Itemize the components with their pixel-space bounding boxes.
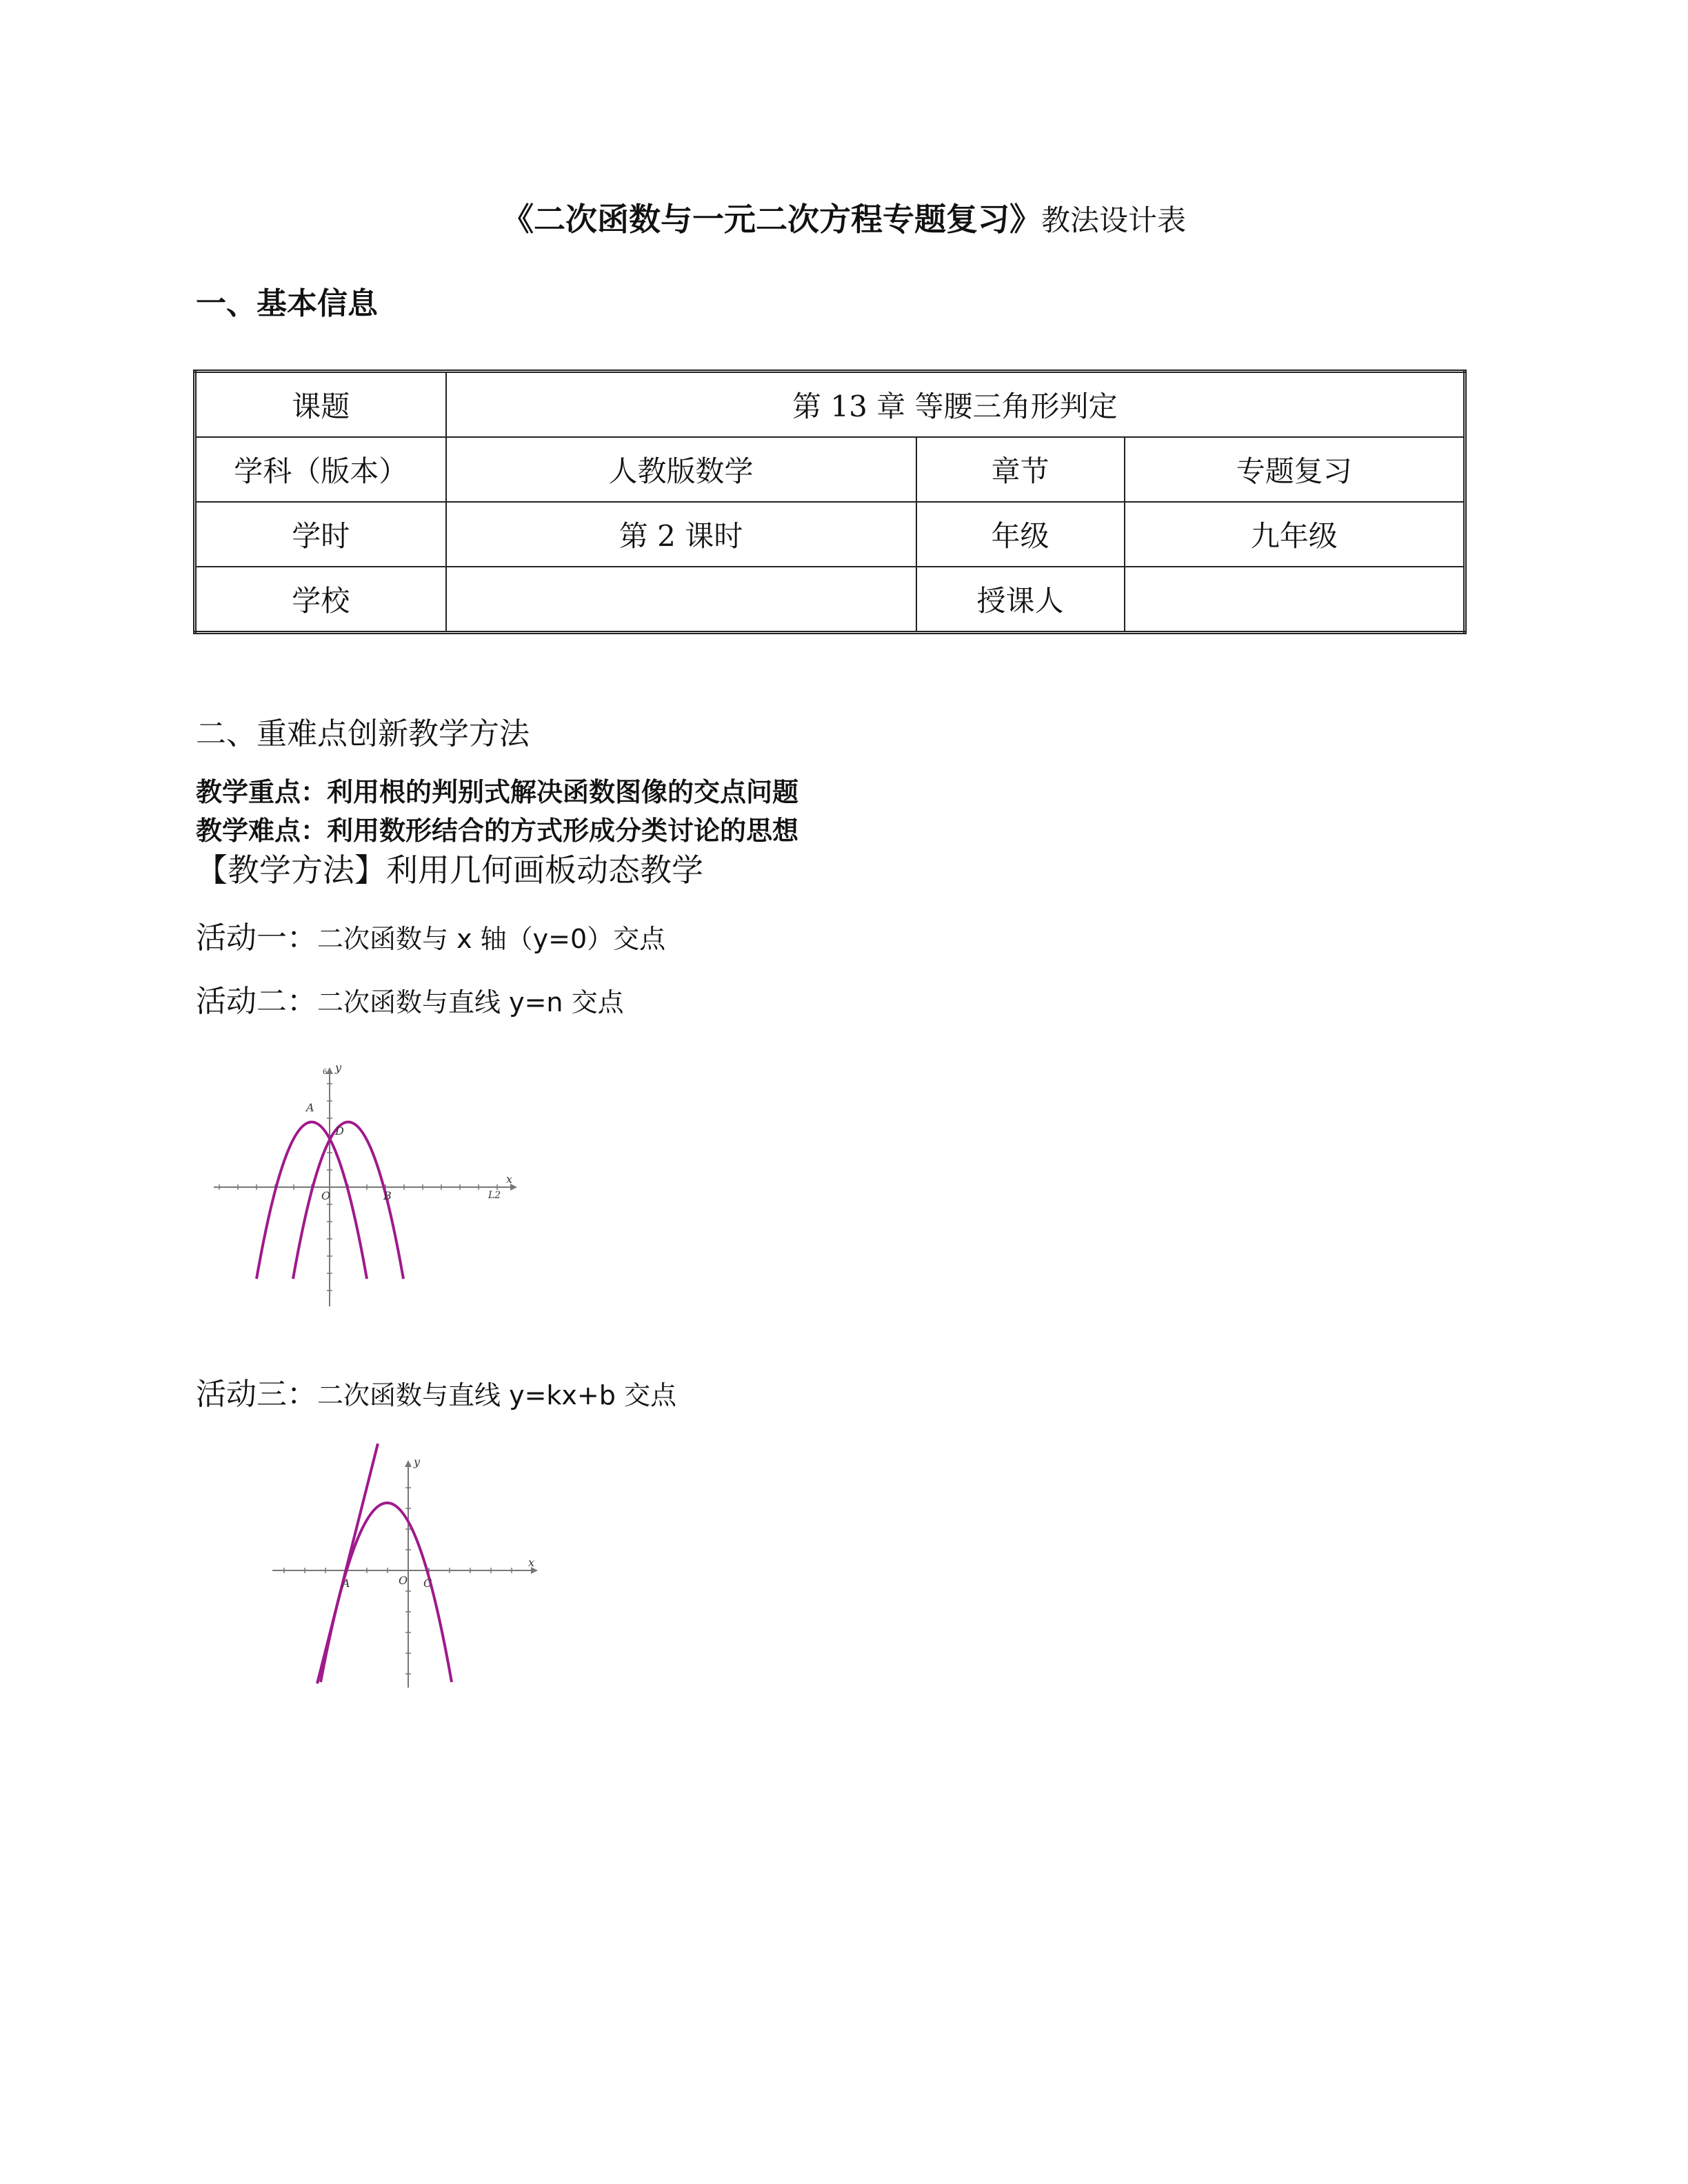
table-cell: 九年级 [1125, 502, 1465, 567]
y-axis-label: y [335, 1062, 342, 1074]
y-axis-arrow [405, 1460, 412, 1467]
activity-prefix: 活动三： [196, 1377, 317, 1412]
section-heading-methods: 二、重难点创新教学方法 [196, 716, 530, 751]
section-heading-basic-info: 一、基本信息 [196, 286, 378, 321]
table-row [195, 502, 1465, 567]
teaching-method: 【教学方法】利用几何画板动态教学 [196, 851, 703, 889]
figure-two-parabolas [207, 1062, 524, 1317]
line-label-l2: L2 [488, 1190, 501, 1201]
point-label-a: A [342, 1577, 350, 1590]
title-main: 《二次函数与一元二次方程专题复习》 [501, 201, 1041, 238]
table-cell: 专题复习 [1125, 437, 1465, 502]
activity-text: 二次函数与直线 y=n 交点 [317, 987, 624, 1018]
table-cell [1125, 567, 1465, 633]
figure-parabola-and-line [262, 1441, 552, 1696]
table-row [195, 567, 1465, 633]
activity-three [196, 1369, 676, 1413]
origin-label: O [399, 1574, 408, 1587]
point-label-d: D [335, 1124, 344, 1138]
activity-prefix: 活动二： [196, 984, 317, 1019]
table-cell: 课题 [195, 372, 446, 438]
activity-prefix: 活动一： [196, 920, 317, 956]
origin-label: O [321, 1189, 331, 1202]
point-label-c: C [423, 1577, 432, 1590]
table-cell: 第 13 章 等腰三角形判定 [446, 372, 1465, 438]
table-cell: 学科（版本） [195, 437, 446, 502]
difficult-point: 教学难点：利用数形结合的方式形成分类讨论的思想 [196, 816, 799, 846]
straight-line [317, 1444, 378, 1684]
x-axis-label: x [506, 1173, 513, 1186]
table-cell: 第 2 课时 [446, 502, 916, 567]
point-label-b: B [383, 1189, 392, 1202]
title-suffix: 教法设计表 [1041, 203, 1186, 237]
y-axis-label: y [414, 1455, 421, 1468]
activity-text: 二次函数与 x 轴（y=0）交点 [317, 924, 666, 954]
table-cell: 学时 [195, 502, 446, 567]
table-cell [446, 567, 916, 633]
activity-two [196, 976, 624, 1020]
table-cell: 学校 [195, 567, 446, 633]
point-label-a: A [306, 1101, 314, 1114]
y-top-label: 6 [323, 1069, 328, 1076]
table-cell: 授课人 [916, 567, 1125, 633]
activity-one [196, 913, 665, 957]
y-axis-arrow [326, 1067, 333, 1074]
basic-info-table [193, 370, 1467, 634]
table-cell: 年级 [916, 502, 1125, 567]
document-title [0, 199, 1688, 241]
x-axis-label: x [528, 1556, 535, 1569]
table-row [195, 437, 1465, 502]
table-cell: 人教版数学 [446, 437, 916, 502]
table-cell: 章节 [916, 437, 1125, 502]
parabola-curve [257, 1122, 367, 1280]
key-point: 教学重点：利用根的判别式解决函数图像的交点问题 [196, 777, 799, 807]
activity-text: 二次函数与直线 y=kx+b 交点 [317, 1380, 676, 1410]
table-row [195, 372, 1465, 438]
